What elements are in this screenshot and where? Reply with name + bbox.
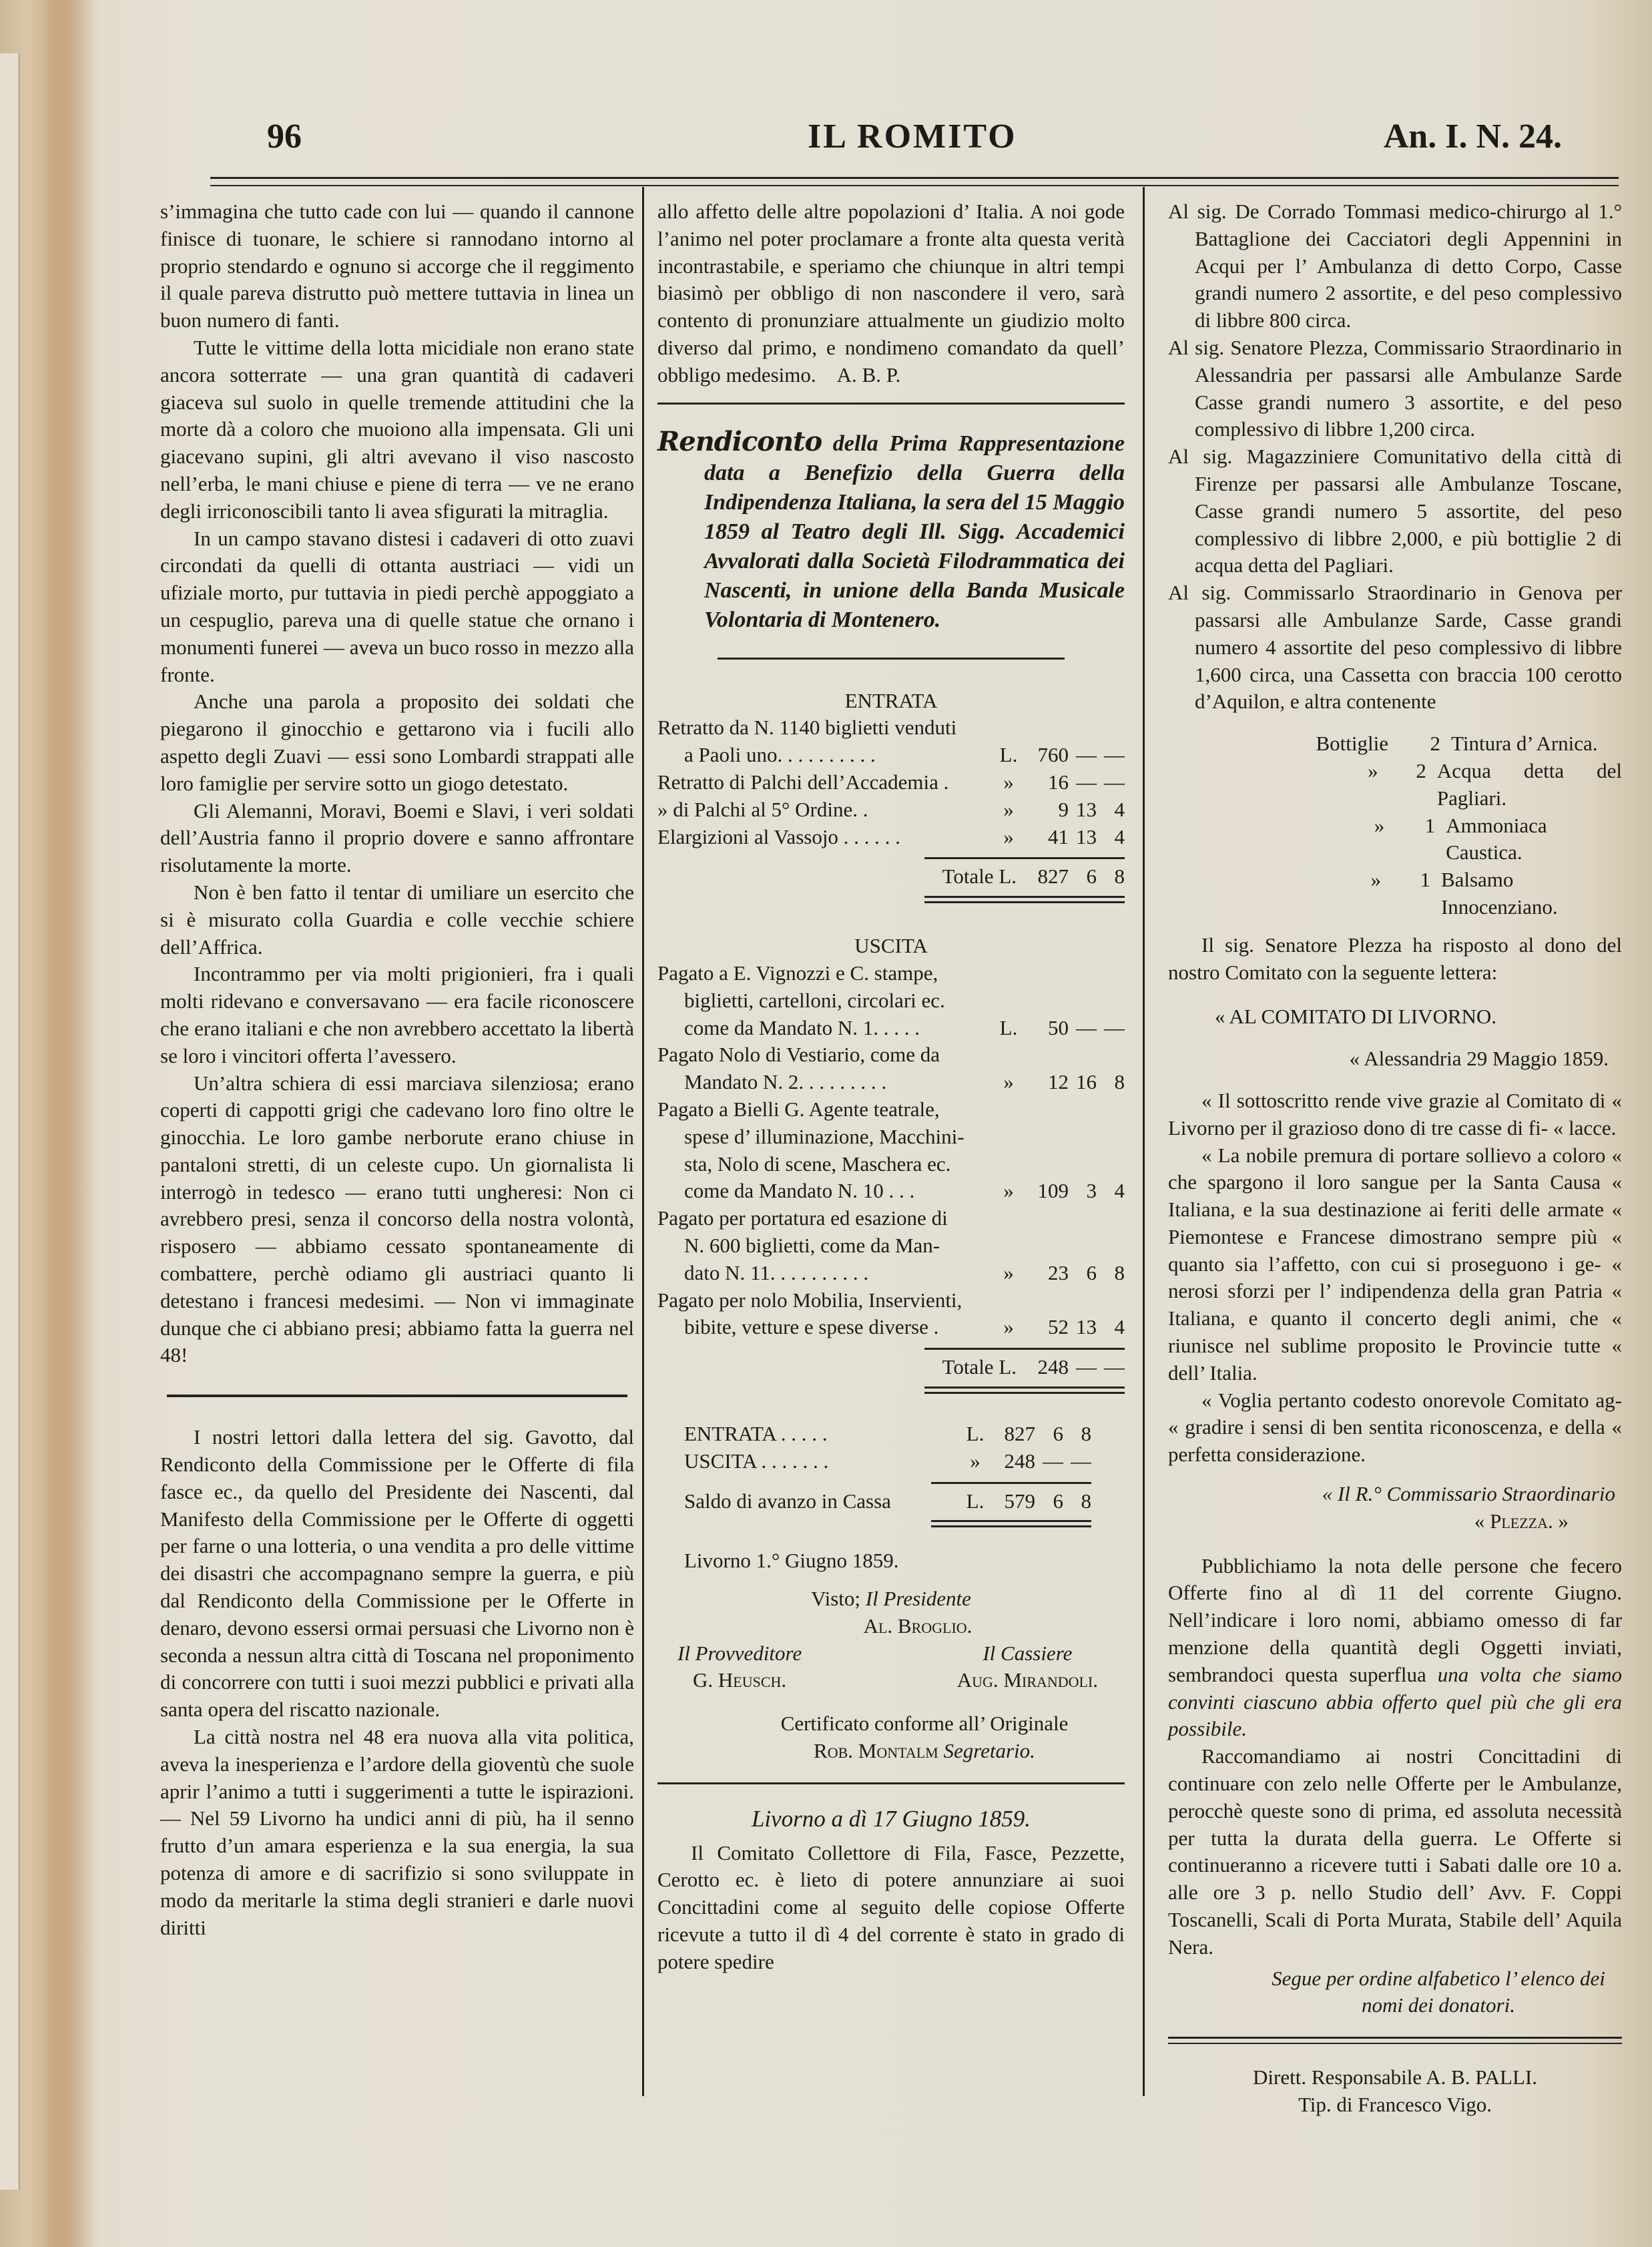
section-rule [718, 658, 1065, 660]
issue-number: An. I. N. 24. [1383, 117, 1562, 156]
summary-currency: L. [966, 1421, 985, 1445]
paragraph: s’immagina che tutto cade con lui — quando il cannone finisce di tuonare, le schiere si rannodano intorno al proprio stendardo e ognuno si accorge che il reggimento il quale pareva distrutto può mettere tuttavia in linea un buon numero di fanti. [160, 200, 634, 332]
summary-denari: 8 [1081, 1489, 1091, 1513]
summary-row [684, 1448, 1091, 1475]
row-desc: biglietti, cartelloni, circolari ec. [684, 988, 945, 1012]
letter-paragraph: « La nobile premura di portare sollievo a coloro « che spargono il loro sangue per la Santa Causa « Italiana, e la sua destinazione ai feriti delle armate « Piemontese e Francese dimostrano sempre più « quanto sia l’affetto, con cui si proseguono i ge- « nerosi sforzi per l’ indipendenza della gran Patria « Italiana, e quanto il concerto degli animi, che « riunisce nel sublime proposito le Provincie tutte « dell’ Italia. [1168, 1143, 1622, 1385]
row-a1: 16 [1048, 770, 1069, 794]
pubblichiamo-text: Pubblichiamo la nota delle persone che fecero Offerte fino al dì 11 del corrente Giugno. Nell’indicare i loro nomi, abbiamo omesso di far menzione della quantità degli Oggetti inviati, sembrandoci questa superflua [1168, 1553, 1622, 1686]
signatories [657, 1640, 1125, 1695]
bottle-row [1282, 758, 1622, 812]
row-desc: a Paoli uno. . . . . . . . . . [684, 743, 876, 767]
account-row [657, 1151, 1125, 1178]
visto-label: Visto; [811, 1587, 861, 1611]
section-rule [657, 1782, 1125, 1784]
account-row [657, 1232, 1125, 1260]
cassiere-name: Aug. Mirandoli. [956, 1668, 1098, 1692]
row-cur: L. [999, 743, 1018, 767]
secretary-title: Segretario. [943, 1739, 1035, 1763]
row-cur: » [1003, 1179, 1014, 1203]
president-title: Il Presidente [865, 1587, 971, 1611]
total-soldi: — [1076, 1355, 1097, 1379]
row-a3: 4 [1114, 797, 1125, 821]
row-a3: 4 [1114, 1179, 1125, 1203]
row-a3: 8 [1114, 1260, 1125, 1284]
uscita-heading: USCITA [854, 934, 928, 958]
paragraph: Gli Alemanni, Moravi, Boemi e Slavi, i veri soldati dell’Austria fanno il proprio dovere e sanno affrontare risolutamente la morte. [160, 798, 634, 877]
total-soldi: 6 [1086, 864, 1097, 889]
row-cur: » [1003, 1260, 1014, 1284]
bottles-list [1168, 730, 1622, 921]
row-desc: Retratto di Palchi dell’Accademia . [657, 770, 949, 794]
account-row [657, 769, 1125, 796]
bottle-qty: 1 [1420, 868, 1430, 892]
donation-item: Al sig. Commissarlo Straordinario in Genova per passarsi alle Ambulanze Sarde, Casse grandi numero 4 assortite del peso complessivo di libbre 1,600 circa, una Cassetta con braccia 100 cerotto d’Aquilon, e altra contenente [1168, 581, 1622, 714]
entrata-total [657, 863, 1125, 891]
bottle-label: » [1374, 813, 1385, 837]
bottle-item: Balsamo Innocenziano. [1440, 868, 1558, 919]
bottle-qty: 2 [1430, 732, 1440, 756]
summary-soldi: 6 [1053, 1421, 1063, 1445]
adjacent-page-edge [0, 53, 19, 2190]
summary-label: Saldo di avanzo in Cassa [684, 1489, 891, 1513]
row-desc: dato N. 11. . . . . . . . . . [684, 1260, 869, 1284]
total-label: Totale L. [942, 864, 1017, 889]
donation-item: Al sig. Magazziniere Comunitativo della città di Firenze per passarsi alle Ambulanze Toscane, Casse grandi numero 5 assortite, del peso complessivo di libbre 2,000, e più bottiglie 2 di acqua detta del Pagliari. [1168, 445, 1622, 577]
paper-stain [40, 0, 100, 2247]
rendiconto-heading [657, 427, 1125, 635]
total-lire: 827 [1037, 864, 1069, 889]
row-cur: » [1003, 1070, 1014, 1094]
row-a1: 9 [1058, 797, 1069, 821]
author-initials: A. B. P. [836, 362, 901, 387]
letter-date: « Alessandria 29 Maggio 1859. [1349, 1047, 1609, 1071]
donation-item: Al sig. De Corrado Tommasi medico-chirurgo al 1.° Battaglione dei Cacciatori degli Appennini in Acqui per l’ Ambulanza di detto Corpo, Casse grandi numero 2 assortite, e del peso complessivo di libbre 800 circa. [1168, 200, 1622, 332]
double-rule [924, 1387, 1125, 1394]
section-rule [657, 403, 1125, 405]
donation-item: Al sig. Senatore Plezza, Commissario Straordinario in Alessandria per passarsi alle Ambulanze Sarde Casse grandi numero 3 assortite, e del peso complessivo di libbre 1,200 circa. [1168, 335, 1622, 441]
account-row [657, 796, 1125, 824]
column-3 [1168, 198, 1622, 2119]
editor-line: Dirett. Responsabile A. B. PALLI. [1253, 2065, 1537, 2089]
row-a3: 4 [1114, 824, 1125, 848]
paragraph: La città nostra nel 48 era nuova alla vita politica, aveva la inesperienza e l’ardore della gioventù che suole aprir l’animo a tutti i suggerimenti a tutte le ispirazioni. — Nel 59 Livorno ha undici anni di più, ha il senno frutto d’un amara esperienza e la sua energia, la sua potenza di amore e di sacrifizio si sono sviluppate in modo da meritarle la stima degli stranieri e darle nuovi diritti [160, 1725, 634, 1939]
paragraph: Raccomandiamo ai nostri Concittadini di continuare con zelo nelle Offerte per le Ambulanze, perocchè queste sono di prima, ed assoluta necessità per tutta la durata della guerra. Le Offerte si continueranno a ricevere tutti i Sabati dalle ore 10 a. alle ore 3 p. nello Studio dell’ Avv. F. Coppi Toscanelli, Scali di Porta Murata, Stabile dell’ Aquila Nera. [1168, 1744, 1622, 1959]
row-desc: Pagato Nolo di Vestiario, come da [657, 1043, 940, 1067]
row-a1: 52 [1048, 1315, 1069, 1339]
paragraph: Tutte le vittime della lotta micidiale non erano state ancora sotterrate — una gran quantità di cadaveri giaceva sul suolo in quelle tremende attitudini che la morte dà a coloro che muoiono alla impensata. Gli uni giacevano supini, gli altri avevano il viso nascosto nell’erba, le mani chiuse e piene di terra — ve ne erano degli irriconoscibili tanto li avea sfigurati la mitraglia. [160, 335, 634, 523]
rendiconto-subtitle: della Prima Rappresentazione data a Benefizio della Guerra della Indipendenza Italiana, la sera del 15 Maggio 1859 al Teatro degli Ill. Sigg. Accademici Avvalorati dalla Società Filodrammatica dei Nascenti, in unione della Banda Musicale Volontaria di Montenero. [704, 431, 1125, 632]
bottle-qty: 1 [1424, 813, 1436, 837]
row-a1: 50 [1048, 1015, 1069, 1039]
secretary-name: Rob. Montalm [814, 1739, 938, 1763]
row-desc: Mandato N. 2. . . . . . . . . [684, 1070, 887, 1094]
row-a2: 13 [1076, 824, 1097, 848]
letter-signature-title: « Il R.° Commissario Straordinario [1322, 1482, 1615, 1506]
intro-text: allo affetto delle altre popolazioni d’ Italia. A noi gode l’animo nel poter proclamare a fronte alta questa verità incontrastabile, e speriamo che chiunque in altri tempi biasimò per obbligo di non nascondere il vero, sarà contento di pronunziare attualmente un giudizio molto diverso dal primo, e nondimeno comandato da quell’ obbligo medesimo. [657, 200, 1125, 387]
row-a2: 16 [1076, 1070, 1097, 1094]
livorno-heading: Livorno a dì 17 Giugno 1859. [751, 1805, 1031, 1832]
row-a3: 8 [1114, 1070, 1125, 1094]
account-row [657, 1015, 1125, 1042]
date-line: Livorno 1.° Giugno 1859. [684, 1549, 899, 1573]
pubblichiamo-italic: una volta che siamo convinti ciascuno abbia offerto quel più che gli era possibile. [1168, 1662, 1622, 1741]
bottle-label: » [1368, 758, 1378, 782]
paragraph [657, 198, 1125, 389]
cassiere-title: Il Cassiere [983, 1641, 1073, 1665]
bottle-item: Ammoniaca Caustica. [1446, 813, 1547, 864]
total-rule [924, 1348, 1125, 1350]
entrata-heading: ENTRATA [844, 688, 938, 712]
row-desc: come da Mandato N. 1. . . . . [684, 1015, 920, 1039]
letter-paragraph: « Voglia pertanto codesto onorevole Comitato ag- « gradire i sensi di ben sentita riconoscenza, e della « perfetta considerazione. [1168, 1388, 1622, 1467]
paragraph: Non è ben fatto il tentar di umiliare un esercito che si è misurato colla Guardia e colle vecchie schiere dell’Affrica. [160, 880, 634, 959]
provveditore-block [677, 1640, 802, 1695]
row-cur: » [1003, 770, 1014, 794]
printer-line: Tip. di Francesco Vigo. [1298, 2093, 1492, 2116]
summary-denari: — [1071, 1449, 1091, 1473]
row-a1: 23 [1048, 1260, 1069, 1284]
paragraph: Anche una parola a proposito dei soldati che piegarono il ginocchio e gettarono via i fucili allo aspetto degli Zuavi — essi sono Lombardi strappati alle loro famiglie per servire sotto un giogo detestato. [160, 690, 634, 795]
row-a2: 13 [1076, 797, 1097, 821]
account-row [657, 1314, 1125, 1341]
certificato-line: Certificato conforme all’ Originale [780, 1712, 1069, 1736]
newspaper-title: IL ROMITO [808, 117, 1017, 156]
uscita-table [657, 933, 1125, 1394]
summary-soldi: — [1043, 1449, 1063, 1473]
summary-lire: 248 [1004, 1449, 1035, 1473]
header-rule [210, 177, 1619, 186]
provveditore-title: Il Provveditore [677, 1641, 802, 1665]
row-desc: Pagato per portatura ed esazione di [657, 1206, 948, 1230]
row-a3: — [1104, 1015, 1125, 1039]
secretary-line [657, 1738, 1125, 1765]
summary-denari: 8 [1081, 1421, 1091, 1445]
row-cur: L. [999, 1015, 1018, 1039]
row-desc: sta, Nolo di scene, Maschera ec. [684, 1152, 951, 1176]
row-cur: » [1003, 824, 1014, 848]
letter-signature-name: « Plezza. » [1474, 1509, 1569, 1533]
account-row [657, 714, 1125, 742]
bottle-qty: 2 [1416, 758, 1426, 782]
row-a3: 4 [1114, 1315, 1125, 1339]
summary-row [684, 1488, 1091, 1515]
account-row [657, 824, 1125, 851]
row-desc: come da Mandato N. 10 . . . [684, 1179, 915, 1203]
row-desc: N. 600 biglietti, come da Man- [684, 1233, 940, 1257]
rendiconto-title: Rendiconto [657, 425, 822, 457]
total-lire: 248 [1037, 1355, 1069, 1379]
summary-currency: L. [966, 1489, 985, 1513]
account-row [657, 1178, 1125, 1205]
row-desc: Elargizioni al Vassojo . . . . . . [657, 824, 900, 848]
paragraph: In un campo stavano distesi i cadaveri di otto zuavi circondati da quelli di ottanta austriaci — vidi un ufiziale morto, pur tuttavia in piedi perchè appoggiato a un cespuglio, pareva una di quelle statue che ornano i monumenti funerei — aveva un buco rosso in mezzo alla fronte. [160, 526, 634, 686]
bottle-row [1282, 730, 1622, 758]
account-row [657, 1041, 1125, 1069]
paragraph [1168, 1553, 1622, 1744]
paragraph: Il sig. Senatore Plezza ha risposto al dono del nostro Comitato con la seguente lettera: [1168, 933, 1622, 984]
row-desc: Pagato a Bielli G. Agente teatrale, [657, 1097, 940, 1121]
row-desc: » di Palchi al 5° Ordine. . [657, 797, 868, 821]
summary-soldi: 6 [1053, 1489, 1063, 1513]
row-cur: » [1003, 797, 1014, 821]
paragraph: Il Comitato Collettore di Fila, Fasce, Pezzette, Cerotto ec. è lieto di potere annunziare ai suoi Concittadini come al seguito delle copiose Offerte ricevute a tutto il dì 4 del corrente è stato in grado di potere spedire [657, 1840, 1125, 1973]
summary-row [684, 1421, 1091, 1448]
paragraph: Un’altra schiera di essi marciava silenziosa; erano coperti di cappotti grigi che cadevano loro fino oltre le ginocchia. Le loro gambe nerborute erano chiuse in pantaloni stretti, di un celeste cupo. Un giornalista li interrogò in tedesco — erano tutti ungheresi: Non ci avrebbero presi, senza il concorso della nostra volontà, risposero — abbiamo cessato spontaneamente di combattere, perchè odiamo gli austriaci quanto li detestano i francesi medesimi. — Non vi immaginate dunque che ci abbiano presi; abbiamo fatta la guerra nel 48! [160, 1071, 634, 1367]
bottle-item: Acqua detta del Pagliari. [1436, 758, 1622, 810]
summary-label: ENTRATA . . . . . [684, 1421, 828, 1445]
row-a3: — [1104, 770, 1125, 794]
row-desc: spese d’ illuminazione, Macchini- [684, 1124, 965, 1148]
total-rule [924, 857, 1125, 859]
account-row [657, 1096, 1125, 1124]
account-row [657, 987, 1125, 1015]
donations-list [1168, 198, 1622, 716]
row-a2: 6 [1086, 1260, 1097, 1284]
account-row [657, 1124, 1125, 1151]
row-a2: 3 [1086, 1179, 1097, 1203]
paragraph: I nostri lettori dalla lettera del sig. Gavotto, dal Rendiconto della Commissione per le Offerte di fila fasce ec., da quello del Presidente dei Nascenti, dal Manifesto della Commissione per le Offerte di oggetti per farne o una lotteria, o una vendita a pro delle vittime dei disastri che accompagnano sempre la guerra, e più dal Rendiconto della Commissione per le Offerte in denaro, devono essersi ormai persuasi che Livorno non è seconda a nessun altra città di Toscana nel proponimento di concorrere con tutti i suoi mezzi pubblici e privati alla santa opera del riscatto nazionale. [160, 1425, 634, 1722]
row-desc: Pagato per nolo Mobilia, Inservienti, [657, 1288, 962, 1312]
row-cur: » [1003, 1315, 1014, 1339]
double-rule [931, 1520, 1091, 1527]
total-label: Totale L. [942, 1355, 1017, 1379]
summary-label: USCITA . . . . . . . [684, 1449, 829, 1473]
double-rule [924, 896, 1125, 903]
cassiere-block [957, 1640, 1098, 1695]
account-row [657, 1205, 1125, 1232]
letter-addressee: « AL COMITATO DI LIVORNO. [1215, 1005, 1497, 1029]
row-a1: 41 [1048, 824, 1069, 848]
total-denari: — [1104, 1355, 1125, 1379]
summary-lire: 827 [1004, 1421, 1035, 1445]
page-number: 96 [267, 117, 302, 156]
row-desc: bibite, vetture e spese diverse . [684, 1315, 939, 1339]
total-denari: 8 [1114, 864, 1125, 889]
bottle-label: Bottiglie [1316, 732, 1388, 756]
account-row [657, 742, 1125, 769]
page-header [207, 117, 1575, 164]
row-desc: Pagato a E. Vignozzi e C. stampe, [657, 961, 938, 985]
row-a3: — [1104, 743, 1125, 767]
summary-currency: » [970, 1449, 981, 1473]
bottle-item: Tintura d’ Arnica. [1451, 732, 1598, 756]
account-row [657, 1287, 1125, 1314]
row-a2: — [1076, 1015, 1097, 1039]
column-divider [1143, 187, 1145, 2096]
paragraph: Incontrammo per via molti prigionieri, fra i quali molti ridevano e conversavano — era facile riconoscere che erano italiani e che non avrebbero accettato la libertà se loro i vincitori offerta l’avessero. [160, 962, 634, 1067]
bottle-row [1282, 866, 1622, 921]
provveditore-name: G. Heusch. [693, 1668, 787, 1692]
account-row [657, 1260, 1125, 1287]
entrata-table [657, 688, 1125, 904]
uscita-total [657, 1354, 1125, 1381]
row-a1: 109 [1037, 1179, 1069, 1203]
account-row [657, 1069, 1125, 1096]
visto-line [657, 1585, 1125, 1613]
row-a2: — [1076, 770, 1097, 794]
total-rule [931, 1482, 1091, 1484]
president-name: Al. Broglio. [863, 1613, 973, 1638]
section-rule [167, 1395, 627, 1397]
row-a2: 13 [1076, 1315, 1097, 1339]
account-row [657, 960, 1125, 987]
summary-lire: 579 [1004, 1489, 1035, 1513]
row-a1: 760 [1037, 743, 1069, 767]
bottle-row [1282, 812, 1622, 867]
segue-note: Segue per ordine alfabetico l’ elenco dei nomi dei donatori. [1272, 1966, 1605, 2017]
column-2 [657, 198, 1125, 1976]
footer-rule [1168, 2037, 1622, 2044]
row-a1: 12 [1048, 1070, 1069, 1094]
column-divider [642, 187, 644, 2096]
column-1 [160, 198, 634, 1941]
summary-table [657, 1421, 1125, 1527]
row-a2: — [1076, 743, 1097, 767]
letter-paragraph: « Il sottoscritto rende vive grazie al Comitato di « Livorno per il grazioso dono di tre casse di fi- « lacce. [1168, 1088, 1622, 1140]
row-desc: Retratto da N. 1140 biglietti venduti [657, 716, 957, 740]
bottle-label: » [1370, 868, 1382, 892]
